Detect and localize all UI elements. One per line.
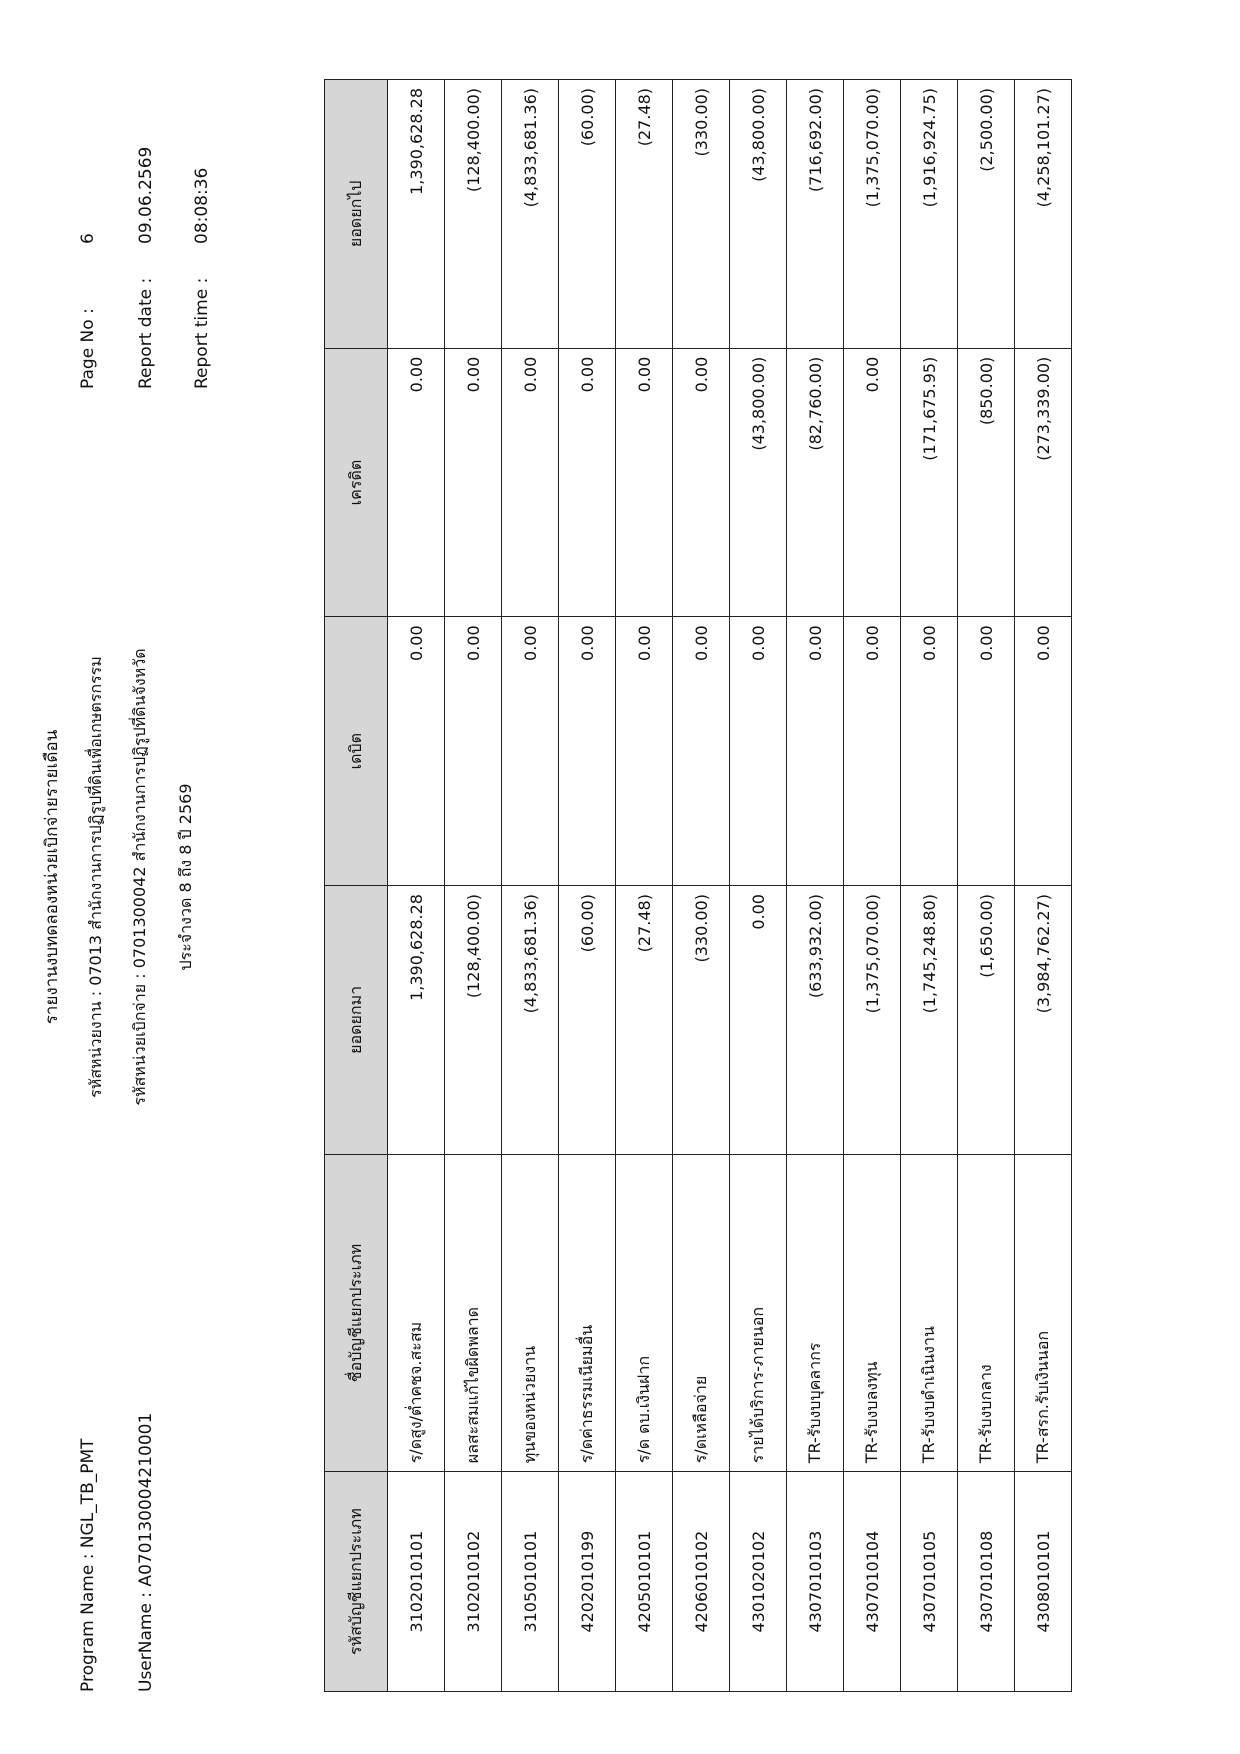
cell-brought-forward: (128,400.00) (445, 886, 502, 1155)
cell-brought-forward: (27.48) (616, 886, 673, 1155)
table-header-row (325, 80, 388, 1692)
cell-account-code: 4307010103 (787, 1472, 844, 1692)
table-row (1015, 80, 1072, 1692)
cell-credit: (171,675.95) (901, 348, 958, 617)
col-credit: เครดิต (325, 348, 388, 617)
col-account-code: รหัสบัญชีแยกประเภท (325, 1472, 388, 1692)
cell-credit: (82,760.00) (787, 348, 844, 617)
cell-account-name: ผลสะสมแก้ไขผิดพลาด (445, 1154, 502, 1472)
cell-debit: 0.00 (388, 617, 445, 886)
cell-debit: 0.00 (1015, 617, 1072, 886)
agency-code: รหัสหน่วยงาน : 07013 สำนักงานการปฏิรูปที่ดินเพื่อเกษตรกรรม (86, 656, 105, 1098)
cell-account-name: ร/ดค่าธรรมเนียมอื่น (559, 1154, 616, 1472)
report-time-value: 08:08:36 (192, 167, 212, 244)
cell-carried-forward: (2,500.00) (958, 80, 1015, 349)
cell-carried-forward: (43,800.00) (730, 80, 787, 349)
cell-account-code: 3102010101 (388, 1472, 445, 1692)
cell-credit: (43,800.00) (730, 348, 787, 617)
cell-account-name: ร/ด ดบ.เงินฝาก (616, 1154, 673, 1472)
cell-debit: 0.00 (616, 617, 673, 886)
col-account-name: ชื่อบัญชีแยกประเภท (325, 1154, 388, 1472)
cell-account-name: TR-รับงบดำเนินงาน (901, 1154, 958, 1472)
table-row (787, 80, 844, 1692)
table-row (958, 80, 1015, 1692)
cell-brought-forward: 1,390,628.28 (388, 886, 445, 1155)
report-time-label: Report time : (192, 277, 212, 389)
cell-credit: (850.00) (958, 348, 1015, 617)
cell-account-code: 4308010101 (1015, 1472, 1072, 1692)
report-date-label: Report date : (136, 277, 156, 389)
cell-credit: (273,339.00) (1015, 348, 1072, 617)
cell-debit: 0.00 (844, 617, 901, 886)
cell-account-code: 4307010108 (958, 1472, 1015, 1692)
cell-debit: 0.00 (901, 617, 958, 886)
cell-carried-forward: 1,390,628.28 (388, 80, 445, 349)
table-row (445, 80, 502, 1692)
page-no-value: 6 (78, 233, 98, 244)
cell-brought-forward: (4,833,681.36) (502, 886, 559, 1155)
cell-account-code: 4301020102 (730, 1472, 787, 1692)
cell-credit: 0.00 (844, 348, 901, 617)
cell-account-name: TR-รับงบกลาง (958, 1154, 1015, 1472)
table-row (388, 80, 445, 1692)
col-carried-forward: ยอดยกไป (325, 80, 388, 349)
cell-account-code: 4206010102 (673, 1472, 730, 1692)
cell-debit: 0.00 (445, 617, 502, 886)
table-row (901, 80, 958, 1692)
cell-carried-forward: (1,375,070.00) (844, 80, 901, 349)
cell-brought-forward: (330.00) (673, 886, 730, 1155)
cell-debit: 0.00 (958, 617, 1015, 886)
cell-credit: 0.00 (388, 348, 445, 617)
cell-brought-forward: (60.00) (559, 886, 616, 1155)
cell-account-name: TR-รับงบบุคลากร (787, 1154, 844, 1472)
table-row (844, 80, 901, 1692)
cell-credit: 0.00 (559, 348, 616, 617)
cell-brought-forward: (1,650.00) (958, 886, 1015, 1155)
table-row (616, 80, 673, 1692)
cell-credit: 0.00 (673, 348, 730, 617)
report-period: ประจำงวด 8 ถึง 8 ปี 2569 (176, 783, 195, 971)
cell-account-name: ร/ดเหลือจ่าย (673, 1154, 730, 1472)
report-time (192, 168, 212, 389)
col-brought-forward: ยอดยกมา (325, 886, 388, 1155)
cell-carried-forward: (60.00) (559, 80, 616, 349)
cell-brought-forward: 0.00 (730, 886, 787, 1155)
cell-account-name: ทุนของหน่วยงาน (502, 1154, 559, 1472)
cell-account-code: 3102010102 (445, 1472, 502, 1692)
user-name: UserName : A070130004210001 (136, 1412, 156, 1692)
cell-account-code: 4202010199 (559, 1472, 616, 1692)
cell-account-name: TR-สรก.รับเงินนอก (1015, 1154, 1072, 1472)
cell-brought-forward: (3,984,762.27) (1015, 886, 1072, 1155)
cell-debit: 0.00 (559, 617, 616, 886)
report-title: รายงานงบทดลองหน่วยเบิกจ่ายรายเดือน (42, 729, 62, 1025)
table-row (673, 80, 730, 1692)
cell-account-name: ร/ดสูง/ต่ำคชจ.สะสม (388, 1154, 445, 1472)
cell-debit: 0.00 (673, 617, 730, 886)
page-number (78, 233, 98, 389)
cell-account-code: 4307010105 (901, 1472, 958, 1692)
cell-debit: 0.00 (730, 617, 787, 886)
cell-brought-forward: (1,375,070.00) (844, 886, 901, 1155)
table-row (502, 80, 559, 1692)
cell-account-name: รายได้บริการ-ภายนอก (730, 1154, 787, 1472)
table-row (559, 80, 616, 1692)
cell-account-code: 4307010104 (844, 1472, 901, 1692)
report-date-value: 09.06.2569 (136, 146, 156, 244)
cell-carried-forward: (1,916,924.75) (901, 80, 958, 349)
report-date (136, 147, 156, 389)
cell-account-code: 3105010101 (502, 1472, 559, 1692)
cell-brought-forward: (633,932.00) (787, 886, 844, 1155)
cell-carried-forward: (330.00) (673, 80, 730, 349)
cell-carried-forward: (4,258,101.27) (1015, 80, 1072, 349)
table-row (730, 80, 787, 1692)
cell-carried-forward: (716,692.00) (787, 80, 844, 349)
col-debit: เดบิต (325, 617, 388, 886)
disbursing-unit-code: รหัสหน่วยเบิกจ่าย : 0701300042 สำนักงานการปฏิรูปที่ดินจังหวัด (130, 648, 149, 1106)
cell-debit: 0.00 (502, 617, 559, 886)
program-name: Program Name : NGL_TB_PMT (78, 1438, 98, 1692)
cell-carried-forward: (128,400.00) (445, 80, 502, 349)
cell-carried-forward: (27.48) (616, 80, 673, 349)
cell-account-code: 4205010101 (616, 1472, 673, 1692)
cell-credit: 0.00 (502, 348, 559, 617)
cell-credit: 0.00 (445, 348, 502, 617)
cell-carried-forward: (4,833,681.36) (502, 80, 559, 349)
cell-debit: 0.00 (787, 617, 844, 886)
cell-account-name: TR-รับงบลงทุน (844, 1154, 901, 1472)
page-no-label: Page No : (78, 308, 98, 389)
cell-brought-forward: (1,745,248.80) (901, 886, 958, 1155)
cell-credit: 0.00 (616, 348, 673, 617)
trial-balance-table (324, 79, 1072, 1692)
